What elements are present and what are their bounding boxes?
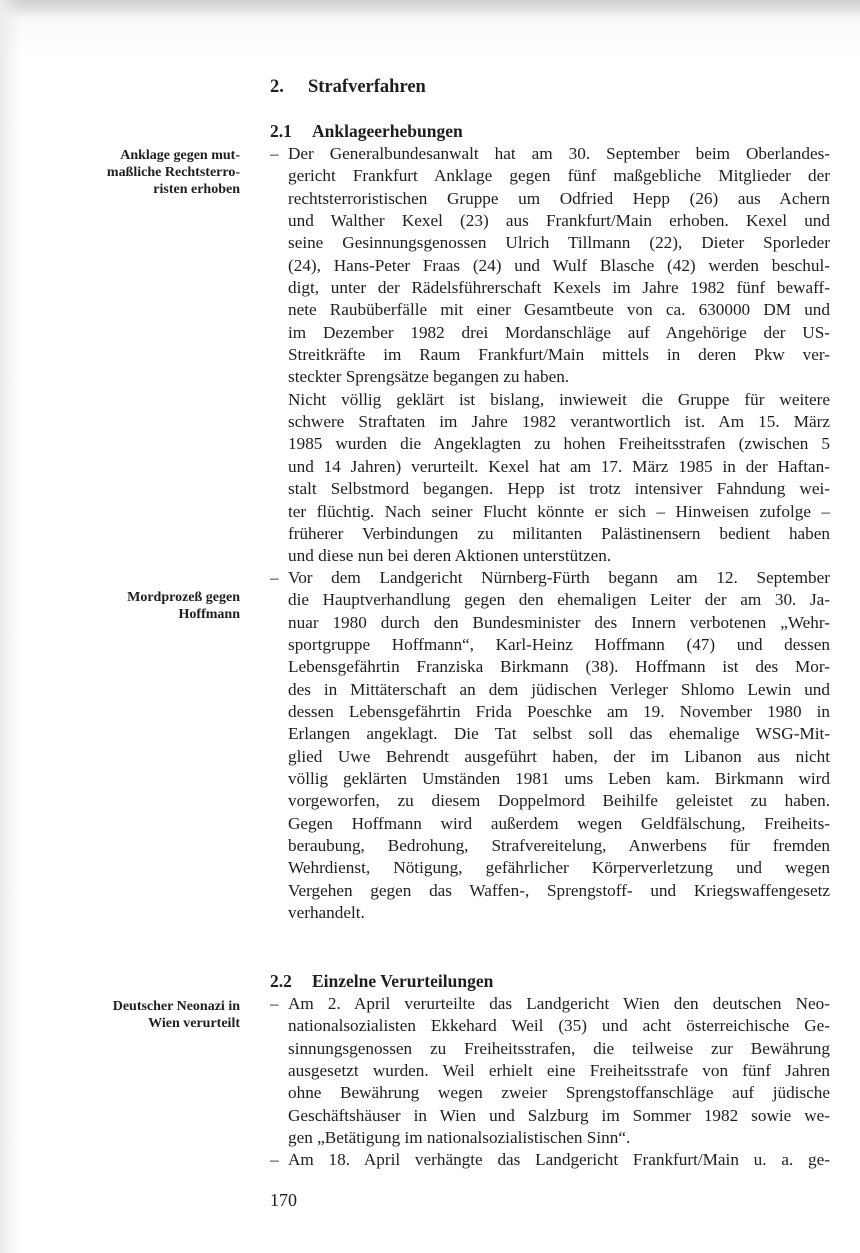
subsection-number: 2.2 <box>270 971 292 991</box>
section-title: Strafverfahren <box>308 77 426 97</box>
margin-note-vienna: Deutscher Neonazi in Wien verurteilt <box>112 999 240 1031</box>
paragraph-frankfurt: – Am 18. April verhängte das Landgericht Frankfurt/Main u. a. ge- <box>270 1150 830 1170</box>
section-number: 2. <box>270 77 284 97</box>
subsection-number: 2.1 <box>270 121 292 141</box>
subsection-title: Anklageerhebungen <box>312 121 463 141</box>
paragraph-murder-trial: – Vor dem Landgericht Nürnberg-Fürth begann am 12. September die Hauptverhandlung gegen den ehemaligen Leiter der am 30. Ja- nuar 1980 durch den Bundesminister des Innern verbotenen „Wehr- sportgruppe Hoffmann“, Karl-Heinz Hoffmann (47) und dessen Lebensgefährtin Franziska Birkmann (38). Hoffmann ist des Mor- des in Mittäterschaft an dem jüdischen Verleger Shlomo Lewin und dessen Lebensgefährtin Frida Poeschke am 19. November 1980 in Erlangen angeklagt. Die Tat selbst soll das ehemalige WSG-Mit- glied Uwe Behrendt ausgeführt haben, der im Libanon aus nicht völlig geklärten Umständen 1981 ums Leben kam. Birkmann wird vorgeworfen, zu diesem Doppelmord Beihilfe geleistet zu haben. Gegen Hoffmann wird außerdem wegen Geldfälschung, Freiheits- beraubung, Bedrohung, Strafvereitelung, Anwerbens für fremden Wehrdienst, Nötigung, gefährlicher Körperverletzung und wegen Vergehen gegen das Waffen-, Sprengstoff- und Kriegswaffengesetz verhandelt. <box>270 568 830 923</box>
paragraph-indictment: – Der Generalbundesanwalt hat am 30. September beim Oberlandes- gericht Frankfurt Anklage gegen fünf maßgebliche Mitglieder der rechtsterroristischen Gruppe um Odfried Hepp (26) aus Achern und Walther Kexel (23) aus Frankfurt/Main erhoben. Kexel und seine Gesinnungsgenossen Ulrich Tillmann (22), Dieter Sporleder (24), Hans-Peter Fraas (24) und Wulf Blasche (42) werden beschul- digt, unter der Rädelsführerschaft Kexels im Jahre 1982 fünf bewaff- nete Raubüberfälle mit einer Gesamtbeute von ca. 630000 DM und im Dezember 1982 drei Mordanschläge auf Angehörige der US- Streitkräfte im Raum Frankfurt/Main mittels in deren Pkw ver- steckter Sprengsätze begangen zu haben. Nicht völlig geklärt ist bislang, inwieweit die Gruppe für weitere schwere Straftaten im Jahre 1982 verantwortlich ist. Am 15. März 1985 wurden die Angeklagten zu hohen Freiheitsstrafen (zwischen 5 und 14 Jahren) verurteilt. Kexel hat am 17. März 1985 in der Haftan- stalt Selbstmord begangen. Hepp ist trotz intensiver Fahndung wei- ter flüchtig. Nach seiner Flucht könnte er sich – Hinweisen zufolge – früherer Verbindungen zu militanten Palästinensern bedient haben und diese nun bei deren Aktionen unterstützen. <box>270 144 830 566</box>
subsection-heading-2-2 <box>270 970 493 992</box>
section-heading <box>270 76 426 98</box>
scan-gutter-shadow <box>0 0 22 1253</box>
scan-edge-shadow <box>0 0 860 18</box>
margin-note-murder-trial: Mordprozeß gegen Hoffmann <box>127 590 240 622</box>
subsection-title: Einzelne Verurteilungen <box>312 971 494 991</box>
subsection-heading-2-1 <box>270 120 463 142</box>
margin-note-indictment: Anklage gegen mut- maßliche Rechtsterro- risten erhoben <box>106 148 240 197</box>
page-number: 170 <box>270 1190 297 1210</box>
paragraph-vienna: – Am 2. April verurteilte das Landgericht Wien den deutschen Neo- nationalsozialisten Ekkehard Weil (35) und acht österreichische Ge- sinnungsgenossen zu Freiheitsstrafen, die teilweise zur Bewährung ausgesetzt wurden. Weil erhielt eine Freiheitsstrafe von fünf Jahren ohne Bewährung wegen zweier Sprengstoffanschläge auf jüdische Geschäftshäuser in Wien und Salzburg im Sommer 1982 sowie we- gen „Betätigung im nationalsozialistischen Sinn“. – Am 18. April verhängte das Landgericht Frankfurt/Main u. a. ge- <box>270 993 830 1172</box>
